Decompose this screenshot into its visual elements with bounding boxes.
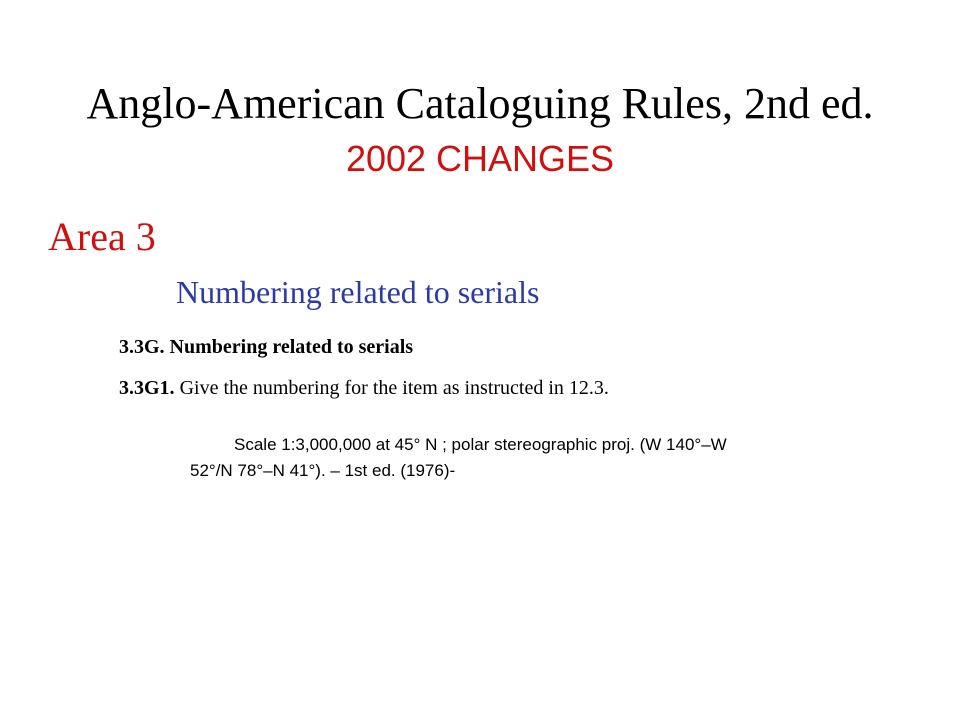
example-line-2: 52°/N 78°–N 41°). – 1st ed. (1976)- bbox=[190, 461, 456, 480]
area-subheading: Numbering related to serials bbox=[176, 274, 540, 310]
rule-description: Give the numbering for the item as instructed in 12.3. bbox=[174, 377, 609, 399]
rule-number: 3.3G1. bbox=[119, 377, 175, 399]
slide-subtitle: 2002 CHANGES bbox=[345, 138, 615, 179]
slide-title: Anglo-American Cataloguing Rules, 2nd ed. bbox=[86, 79, 874, 128]
example-block bbox=[190, 432, 880, 484]
area-heading: Area 3 bbox=[48, 214, 156, 259]
example-line-1: Scale 1:3,000,000 at 45° N ; polar stereographic proj. (W 140°–W bbox=[234, 435, 727, 454]
rule-heading: 3.3G. Numbering related to serials bbox=[119, 336, 414, 358]
rule-text bbox=[119, 375, 609, 401]
